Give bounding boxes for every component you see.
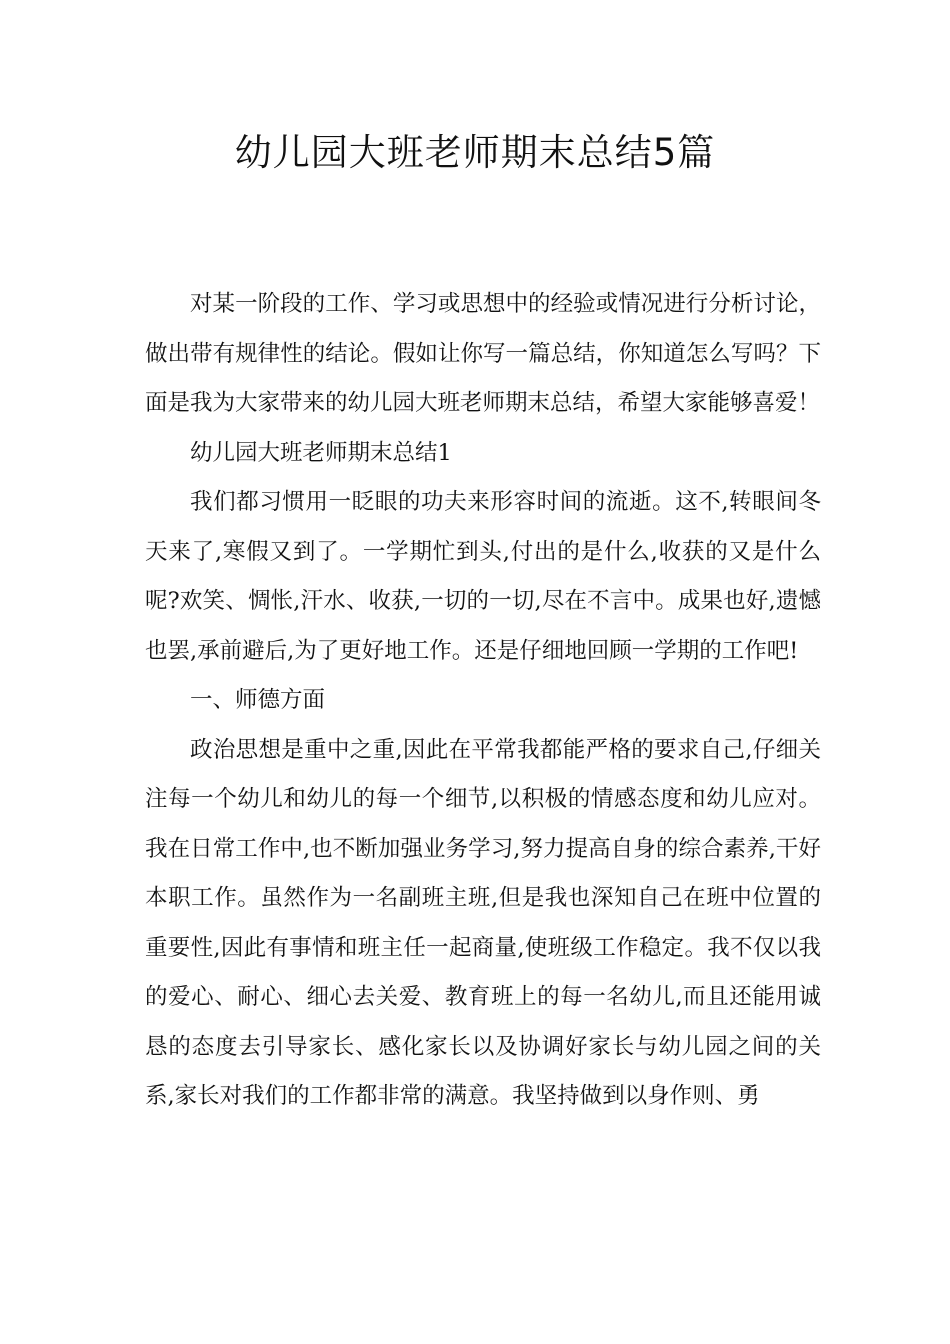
document-title: 幼儿园大班老师期末总结5篇	[234, 131, 716, 174]
document-body	[145, 280, 821, 1122]
body-paragraph: 政治思想是重中之重,因此在平常我都能严格的要求自己,仔细关注每一个幼儿和幼儿的每一个细节,以积极的情感态度和幼儿应对。我在日常工作中,也不断加强业务学习,努力提高自身的综合素养,干好本职工作。虽然作为一名副班主班,但是我也深知自己在班中位置的重要性,因此有事情和班主任一起商量,使班级工作稳定。我不仅以我的爱心、耐心、细心去关爱、教育班上的每一名幼儿,而且还能用诚恳的态度去引导家长、感化家长以及协调好家长与幼儿园之间的关系,家长对我们的工作都非常的满意。我坚持做到以身作则、勇	[145, 736, 821, 1109]
intro-paragraph: 对某一阶段的工作、学习或思想中的经验或情况进行分析讨论，做出带有规律性的结论。假如让你写一篇总结，你知道怎么写吗？下面是我为大家带来的幼儿园大班老师期末总结，希望大家能够喜爱！	[145, 291, 821, 416]
body-paragraph: 我们都习惯用一眨眼的功夫来形容时间的流逝。这不,转眼间冬天来了,寒假又到了。一学期忙到头,付出的是什么,收获的又是什么呢?欢笑、惆怅,汗水、收获,一切的一切,尽在不言中。成果也好,遗憾也罢,承前避后,为了更好地工作。还是仔细地回顾一学期的工作吧!	[145, 489, 821, 664]
section-heading-summary-1: 幼儿园大班老师期末总结1	[190, 439, 452, 466]
section-heading-ethics: 一、师德方面	[190, 687, 326, 713]
